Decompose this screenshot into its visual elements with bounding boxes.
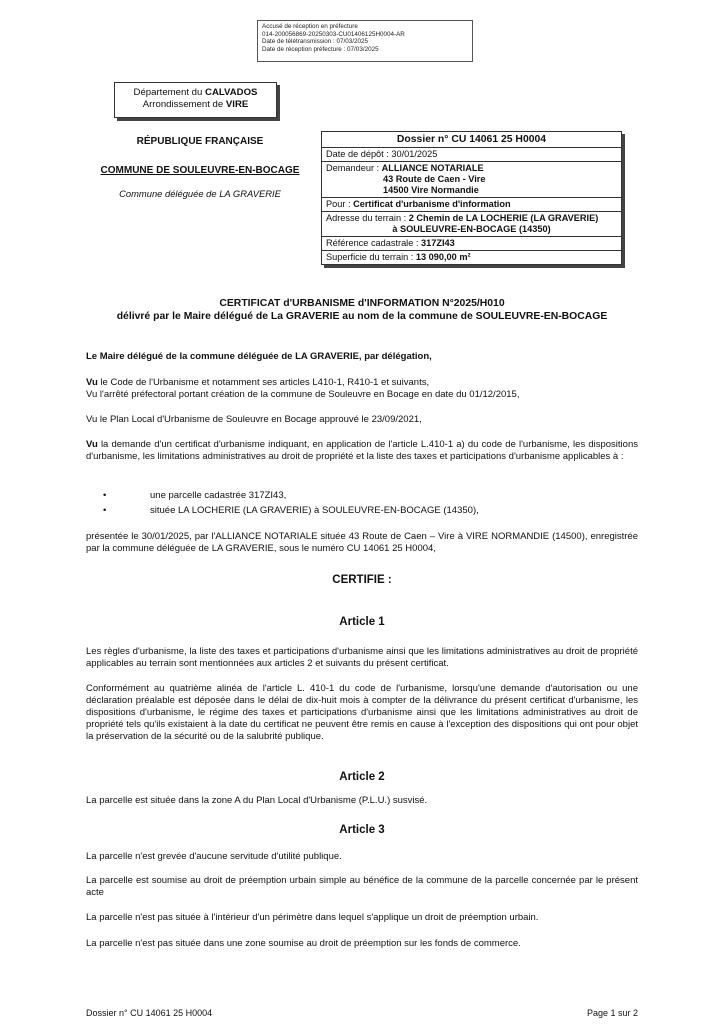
commune-heading: COMMUNE DE SOULEUVRE-EN-BOCAGE: [100, 165, 300, 176]
stamp-line-4: Date de réception préfecture : 07/03/2025: [262, 45, 379, 53]
adresse-row: Adresse du terrain : 2 Chemin de LA LOCHERIE (LA GRAVERIE) à SOULEUVRE-EN-BOCAGE (14350): [322, 211, 621, 236]
article-1-paragraph-2: Conformément au quatrième alinéa de l'article L. 410-1 du code de l'urbanisme, lorsqu'une demande d'autorisation ou une déclaration préalable est déposée dans le délai de dix-huit mois à compter de la délivrance du présent certificat d'urbanisme, les dispositions d'urbanisme, le régime des taxes et participations d'urbanisme ainsi que les limitations administratives au droit de propriété tels qu'ils existaient à la date du certificat ne peuvent être remis en cause à l'exception des dispositions qui ont pour objet la préservation de la sécurité ou de la salubrité publique.: [86, 683, 638, 742]
vu-plu: Vu le Plan Local d'Urbanisme de Souleuvre en Bocage approuvé le 23/09/2021,: [86, 414, 422, 425]
bullet-dot-2: •: [103, 505, 107, 516]
article-2-heading: Article 2: [339, 771, 385, 783]
footer-page-number: Page 1 sur 2: [586, 1008, 638, 1018]
article-2-paragraph: La parcelle est située dans la zone A du Plan Local d'Urbanisme (P.L.U.) susvisé.: [86, 795, 428, 806]
bullet-parcelle: une parcelle cadastrée 317ZI43,: [150, 490, 287, 501]
stamp-line-3: Date de télétransmission : 07/03/2025: [262, 38, 369, 46]
article-3-paragraph-1: La parcelle n'est grevée d'aucune servitude d'utilité publique.: [86, 851, 342, 862]
dossier-box: [321, 131, 622, 265]
bullet-situee: située LA LOCHERIE (LA GRAVERIE) à SOULEUVRE-EN-BOCAGE (14350),: [150, 505, 479, 516]
article-1-paragraph-1: Les règles d'urbanisme, la liste des taxes et participations d'urbanisme ainsi que les limitations administratives au droit de propriété applicables au terrain sont mentionnées aux articles 2 et suivants du présent certificat.: [86, 646, 638, 669]
vu-arrete-prefectoral: Vu l'arrêté préfectoral portant création de la commune de Souleuvre en Bocage en date du 01/12/2015,: [86, 389, 520, 400]
vu-code-urbanisme: Vu le Code de l'Urbanisme et notamment ses articles L410-1, R410-1 et suivants,: [86, 377, 430, 388]
certificate-subtitle: délivré par le Maire délégué de La GRAVERIE au nom de la commune de SOULEUVRE-EN-BOCAGE: [116, 311, 608, 322]
footer-dossier: Dossier n° CU 14061 25 H0004: [86, 1008, 213, 1018]
bullet-dot-1: •: [103, 490, 107, 501]
department-box: [114, 82, 277, 118]
maire-line: Le Maire délégué de la commune déléguée de LA GRAVERIE, par délégation,: [86, 351, 432, 362]
superficie-row: Superficie du terrain : 13 090,00 m²: [322, 250, 621, 264]
dossier-number: Dossier n° CU 14061 25 H0004: [396, 134, 547, 145]
vu-demande: Vu la demande d'un certificat d'urbanisme indiquant, en application de l'article L.410-1 a) du code de l'urbanisme, les dispositions d'urbanisme, les limitations administratives au droit de propriété et la liste des taxes et participations d'urbanisme applicables à :: [86, 439, 638, 462]
article-3-heading: Article 3: [339, 824, 385, 836]
certifie-heading: CERTIFIE :: [332, 574, 392, 586]
republique-heading: RÉPUBLIQUE FRANÇAISE: [136, 136, 264, 147]
stamp-line-2: 014-200056869-20250303-CU01406125H0004-AR: [262, 30, 405, 38]
commune-deleguee: Commune déléguée de LA GRAVERIE: [119, 188, 281, 199]
pour-row: Pour : Certificat d'urbanisme d'information: [322, 197, 621, 211]
article-3-paragraph-4: La parcelle n'est pas située dans une zone soumise au droit de préemption sur les fonds de commerce.: [86, 938, 521, 949]
reception-stamp: [257, 20, 473, 62]
department-line: Département du CALVADOS: [133, 87, 258, 98]
article-3-paragraph-3: La parcelle n'est pas située à l'intérieur d'un périmètre dans lequel s'applique un droit de préemption urbain.: [86, 912, 539, 923]
presentee-paragraph: présentée le 30/01/2025, par l'ALLIANCE NOTARIALE située 43 Route de Caen – Vire à VIRE NORMANDIE (14500), enregistrée par la commune déléguée de LA GRAVERIE, sous le numéro CU 14061 25 H0004,: [86, 531, 638, 554]
demandeur-row: Demandeur : ALLIANCE NOTARIALE 43 Route de Caen - Vire 14500 Vire Normandie: [322, 161, 621, 197]
article-1-heading: Article 1: [339, 616, 385, 628]
date-depot-row: Date de dépôt : 30/01/2025: [322, 147, 621, 161]
article-3-paragraph-2: La parcelle est soumise au droit de préemption urbain simple au bénéfice de la commune de la parcelle concernée par le présent acte: [86, 875, 638, 898]
arrondissement-line: Arrondissement de VIRE: [142, 99, 249, 110]
reference-row: Référence cadastrale : 317ZI43: [322, 236, 621, 250]
stamp-line-1: Accusé de réception en préfecture: [262, 23, 358, 30]
certificate-title: CERTIFICAT d'URBANISME d'INFORMATION N°2025/H010: [219, 298, 505, 309]
